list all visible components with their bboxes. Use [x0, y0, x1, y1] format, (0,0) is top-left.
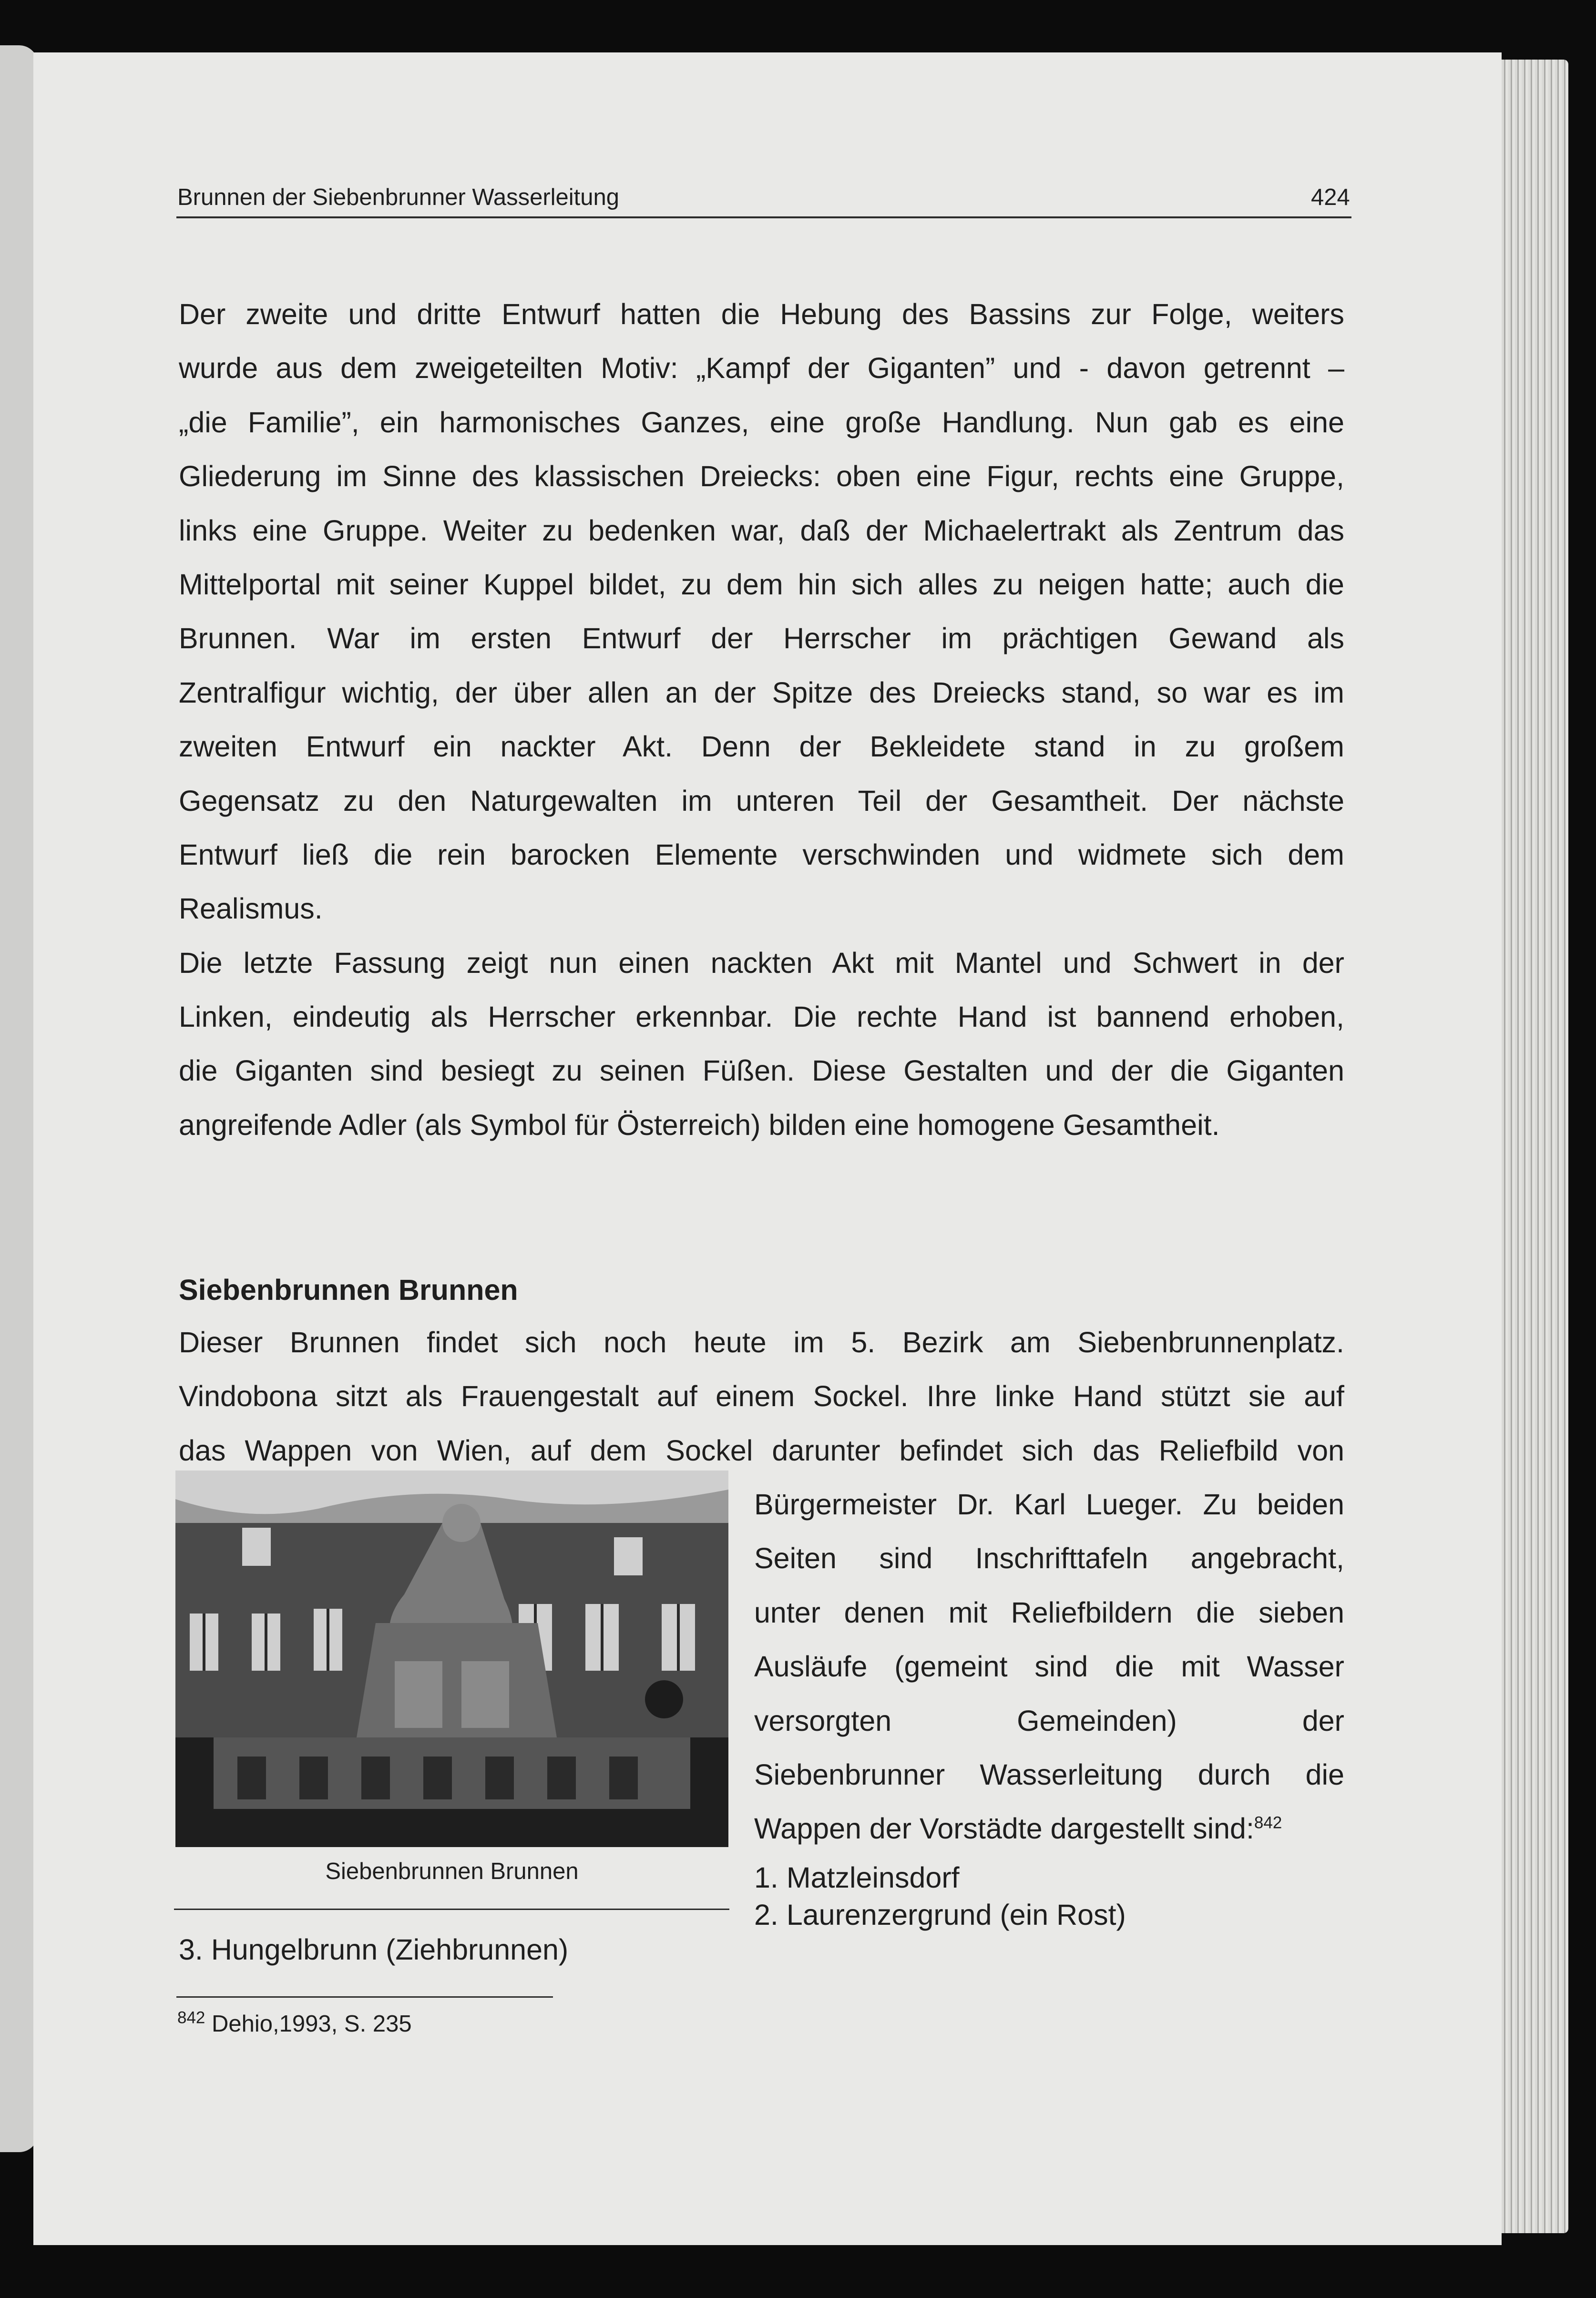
header-rule: [176, 216, 1351, 218]
footnote: [177, 2008, 412, 2037]
figure-caption: Siebenbrunnen Brunnen: [325, 1859, 579, 1884]
text-line: unter denen mit Reliefbildern die sieben: [754, 1596, 1344, 1629]
text-line: angreifende Adler (als Symbol für Österreich) bilden eine homogene Gesamtheit.: [179, 1108, 1220, 1141]
text-line: links eine Gruppe. Weiter zu bedenken war, daß der Michaelertrakt als Zentrum das: [179, 514, 1344, 547]
fountain-photo: [175, 1471, 728, 1847]
text-line: Vindobona sitzt als Frauengestalt auf einem Sockel. Ihre linke Hand stützt sie auf: [179, 1380, 1344, 1413]
last-line-text: Wappen der Vorstädte dargestellt sind:: [754, 1812, 1254, 1845]
list-item: 1. Matzleinsdorf: [754, 1861, 960, 1894]
footnote-reference: 842: [1254, 1814, 1282, 1833]
running-title: Brunnen der Siebenbrunner Wasserleitung: [177, 184, 620, 210]
text-line: zweiten Entwurf ein nackter Akt. Denn der Bekleidete stand in zu großem: [179, 730, 1344, 763]
text-line: „die Familie”, ein harmonisches Ganzes, eine große Handlung. Nun gab es eine: [179, 406, 1344, 439]
list-item: 2. Laurenzergrund (ein Rost): [754, 1899, 1126, 1931]
text-line: wurde aus dem zweigeteilten Motiv: „Kampf der Giganten” und - davon getrennt –: [179, 352, 1344, 385]
text-line: Gegensatz zu den Naturgewalten im unteren Teil der Gesamtheit. Der nächste: [179, 784, 1344, 817]
text-line: Gliederung im Sinne des klassischen Dreiecks: oben eine Figur, rechts eine Gruppe,: [179, 460, 1344, 493]
text-line: Linken, eindeutig als Herrscher erkennbar. Die rechte Hand ist bannend erhoben,: [179, 1001, 1344, 1033]
text-line: Siebenbrunner Wasserleitung durch die: [754, 1758, 1344, 1791]
text-line: Mittelportal mit seiner Kuppel bildet, zu dem hin sich alles zu neigen hatte; auch die: [179, 568, 1344, 601]
fountain-photo-illustration: [175, 1471, 728, 1847]
text-line: die Giganten sind besiegt zu seinen Füßen. Diese Gestalten und der die Giganten: [179, 1054, 1344, 1087]
text-line: Seiten sind Inschrifttafeln angebracht,: [754, 1542, 1344, 1575]
text-line: Zentralfigur wichtig, der über allen an der Spitze des Dreiecks stand, so war es im: [179, 676, 1344, 709]
text-line: Ausläufe (gemeint sind die mit Wasser: [754, 1650, 1344, 1683]
footnote-text: Dehio,1993, S. 235: [212, 2011, 412, 2037]
text-line: Brunnen. War im ersten Entwurf der Herrscher im prächtigen Gewand als: [179, 622, 1344, 655]
text-line: Die letzte Fassung zeigt nun einen nackten Akt mit Mantel und Schwert in der: [179, 946, 1344, 979]
section-heading: Siebenbrunnen Brunnen: [179, 1274, 518, 1306]
text-line: [754, 1802, 1344, 1856]
list-item: 3. Hungelbrunn (Ziehbrunnen): [179, 1933, 569, 1966]
text-line: Entwurf ließ die rein barocken Elemente verschwinden und widmete sich dem: [179, 838, 1344, 871]
section-paragraph: [179, 1316, 1344, 1478]
footnote-number: 842: [177, 2008, 205, 2027]
text-line: versorgten Gemeinden) der: [754, 1704, 1344, 1737]
text-line: Realismus.: [179, 892, 323, 925]
page-number: 424: [1311, 184, 1350, 210]
caption-rule: [174, 1909, 729, 1910]
text-line: das Wappen von Wien, auf dem Sockel darunter befindet sich das Reliefbild von: [179, 1434, 1344, 1467]
text-line: Bürgermeister Dr. Karl Lueger. Zu beiden: [754, 1488, 1344, 1521]
footnote-rule: [176, 1996, 553, 1998]
wrapped-paragraph: [754, 1478, 1344, 1856]
text-line: Dieser Brunnen findet sich noch heute im 5. Bezirk am Siebenbrunnenplatz.: [179, 1326, 1344, 1358]
left-page-edge: [0, 45, 38, 2152]
paragraph-1: [179, 287, 1344, 1152]
text-line: Der zweite und dritte Entwurf hatten die Hebung des Bassins zur Folge, weiters: [179, 298, 1344, 330]
